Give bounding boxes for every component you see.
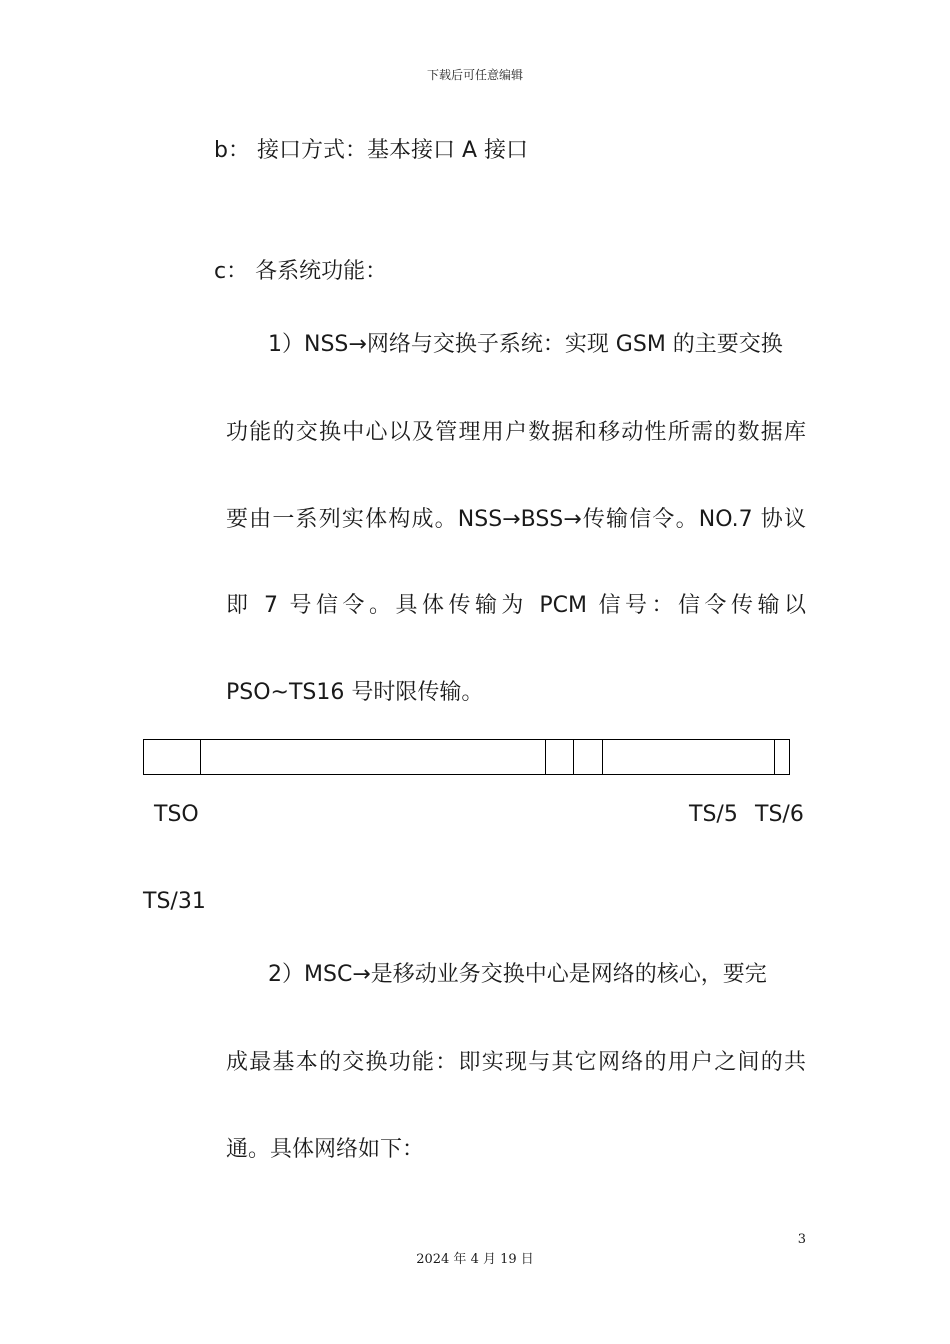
system-functions-heading: c： 各系统功能： xyxy=(214,259,388,284)
slot-divider xyxy=(774,739,775,775)
ts6-label: TS/6 xyxy=(755,802,804,827)
pcm-frame-diagram xyxy=(143,739,790,775)
nss-line-2: 功能的交换中心以及管理用户数据和移动性所需的数据库 xyxy=(226,420,806,445)
ts5-label: TS/5 xyxy=(689,802,738,827)
page-number: 3 xyxy=(797,1232,806,1247)
msc-line-1: 2）MSC→是移动业务交换中心是网络的核心，要完 xyxy=(268,962,767,987)
nss-line-1: 1）NSS→网络与交换子系统：实现 GSM 的主要交换 xyxy=(268,332,783,357)
slot-divider xyxy=(602,739,603,775)
ts0-label: TSO xyxy=(154,802,199,827)
nss-line-3: 要由一系列实体构成。NSS→BSS→传输信令。NO.7 协议 xyxy=(226,507,806,532)
ts31-label: TS/31 xyxy=(143,889,206,914)
slot-divider xyxy=(573,739,574,775)
msc-line-3: 通。具体网络如下： xyxy=(226,1137,425,1162)
pcm-frame-outline xyxy=(143,739,790,775)
interface-mode-line: b： 接口方式：基本接口 A 接口 xyxy=(214,138,528,163)
page-header: 下载后可任意编辑 xyxy=(426,68,523,82)
slot-divider xyxy=(545,739,546,775)
page-footer-date: 2024 年 4 月 19 日 xyxy=(416,1252,534,1267)
nss-line-5: PSO~TS16 号时限传输。 xyxy=(226,680,484,705)
slot-divider xyxy=(200,739,201,775)
msc-line-2: 成最基本的交换功能：即实现与其它网络的用户之间的共 xyxy=(226,1050,806,1075)
nss-line-4: 即 7 号信令。具体传输为 PCM 信号：信令传输以 xyxy=(226,593,806,618)
